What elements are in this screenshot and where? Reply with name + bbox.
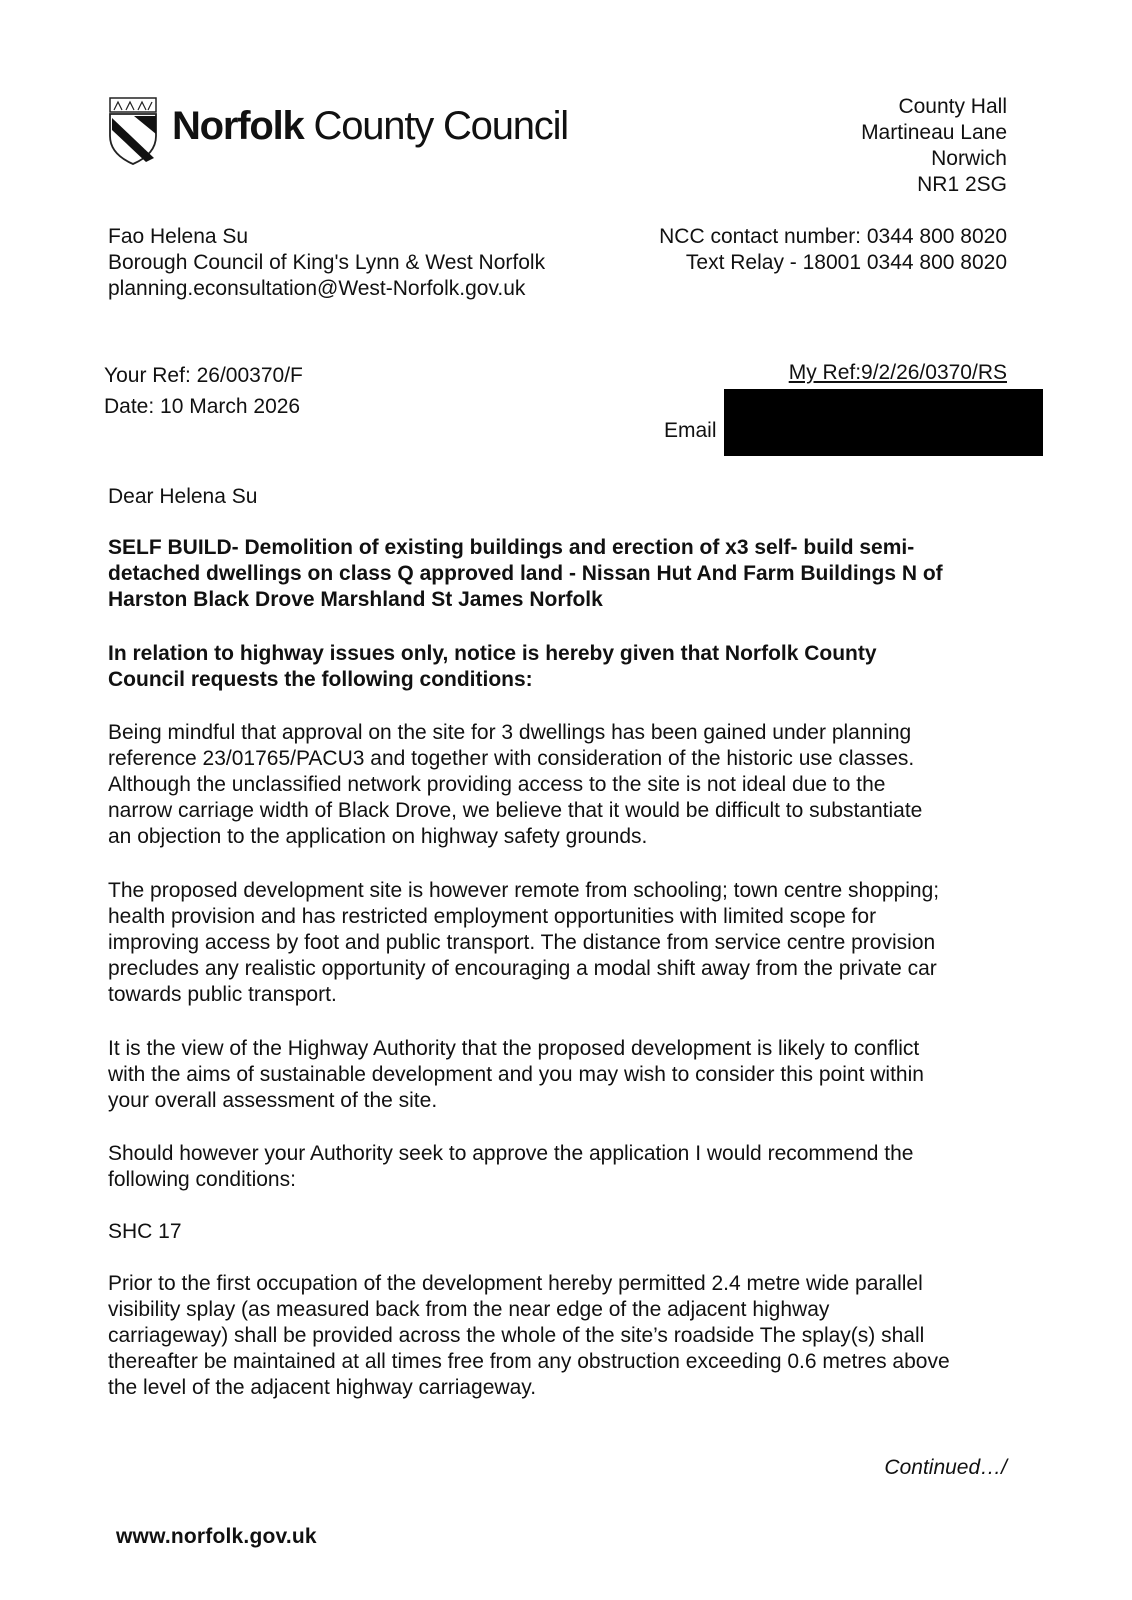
letter-date: Date: 10 March 2026: [104, 395, 301, 418]
brand-name: Norfolk County Council: [172, 104, 568, 148]
text-line: Should however your Authority seek to approve the application I would recommend the: [108, 1142, 914, 1165]
address-line: County Hall: [898, 95, 1007, 118]
sender-address: [861, 94, 1007, 198]
reference-block: [104, 360, 303, 422]
your-ref: Your Ref: 26/00370/F: [104, 364, 303, 387]
text-line: Being mindful that approval on the site for 3 dwellings has been gained under planning: [108, 721, 912, 744]
notice-line: In relation to highway issues only, notice is hereby given that Norfolk County: [108, 642, 877, 665]
contact-block: [659, 224, 1007, 276]
recipient-email: planning.econsultation@West-Norfolk.gov.uk: [108, 277, 526, 300]
paragraph-visibility-splay: [108, 1271, 1038, 1401]
norfolk-crest-icon: [108, 96, 160, 166]
text-relay: Text Relay - 18001 0344 800 8020: [685, 251, 1007, 274]
text-line: The proposed development site is however remote from schooling; town centre shopping;: [108, 879, 940, 902]
website-link[interactable]: www.norfolk.gov.uk: [116, 1525, 317, 1548]
text-line: with the aims of sustainable development and you may wish to consider this point within: [108, 1063, 924, 1086]
contact-number: NCC contact number: 0344 800 8020: [659, 225, 1007, 248]
redacted-email: [724, 389, 1043, 456]
address-line: Norwich: [931, 147, 1007, 170]
text-line: precludes any realistic opportunity of encouraging a modal shift away from the private car: [108, 957, 937, 980]
paragraph-remote-site: [108, 878, 1038, 1008]
text-line: thereafter be maintained at all times free from any obstruction exceeding 0.6 metres above: [108, 1350, 950, 1373]
salutation: Dear Helena Su: [108, 485, 258, 508]
text-line: carriageway) shall be provided across the whole of the site’s roadside The splay(s) shall: [108, 1324, 925, 1347]
text-line: reference 23/01765/PACU3 and together with consideration of the historic use classes.: [108, 747, 915, 770]
notice-statement: [108, 641, 1038, 693]
paragraph-approval: [108, 720, 1038, 850]
text-line: health provision and has restricted employment opportunities with limited scope for: [108, 905, 877, 928]
title-line: detached dwellings on class Q approved land - Nissan Hut And Farm Buildings N of: [108, 562, 943, 585]
paragraph-recommendation: [108, 1141, 1038, 1193]
recipient-organisation: Borough Council of King's Lynn & West Norfolk: [108, 251, 546, 274]
title-line: Harston Black Drove Marshland St James Norfolk: [108, 588, 603, 611]
text-line: improving access by foot and public transport. The distance from service centre provision: [108, 931, 936, 954]
text-line: your overall assessment of the site.: [108, 1089, 438, 1112]
email-label: Email: [664, 419, 717, 442]
text-line: the level of the adjacent highway carriageway.: [108, 1376, 537, 1399]
recipient-name: Fao Helena Su: [108, 225, 249, 248]
text-line: towards public transport.: [108, 983, 337, 1006]
text-line: Although the unclassified network providing access to the site is not ideal due to the: [108, 773, 886, 796]
text-line: visibility splay (as measured back from the near edge of the adjacent highway: [108, 1298, 830, 1321]
notice-line: Council requests the following conditions:: [108, 668, 533, 691]
address-line: Martineau Lane: [861, 121, 1007, 144]
paragraph-sustainability: [108, 1036, 1038, 1114]
my-ref: My Ref:9/2/26/0370/RS: [788, 361, 1007, 384]
text-line: It is the view of the Highway Authority that the proposed development is likely to conflict: [108, 1037, 920, 1060]
continued-note: Continued…/: [884, 1456, 1007, 1479]
text-line: following conditions:: [108, 1168, 296, 1191]
text-line: narrow carriage width of Black Drove, we believe that it would be difficult to substantiate: [108, 799, 923, 822]
text-line: an objection to the application on highway safety grounds.: [108, 825, 648, 848]
application-title: [108, 535, 1038, 613]
address-line: NR1 2SG: [917, 173, 1007, 196]
condition-code: SHC 17: [108, 1220, 182, 1243]
text-line: Prior to the first occupation of the development hereby permitted 2.4 metre wide parallel: [108, 1272, 923, 1295]
recipient-block: [108, 224, 545, 302]
title-line: SELF BUILD- Demolition of existing buildings and erection of x3 self- build semi-: [108, 536, 915, 559]
